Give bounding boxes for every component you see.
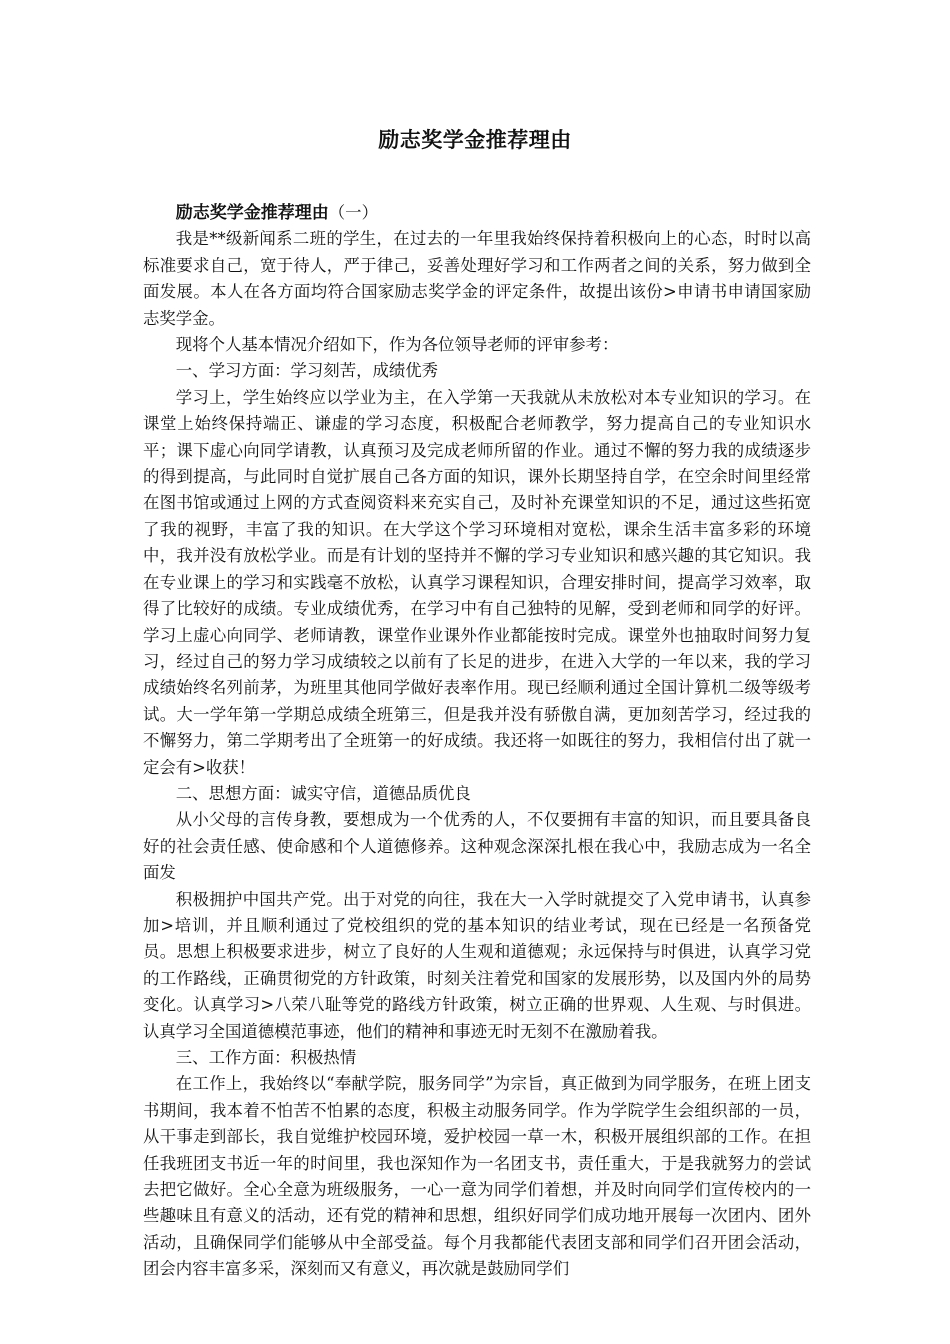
heading-thought: 二、思想方面：诚实守信，道德品质优良 <box>175 783 471 803</box>
paragraph-intro: 我是**级新闻系二班的学生，在过去的一年里我始终保持着积极向上的心态，时时以高标准要求自己，宽于待人，严于律己，妥善处理好学习和工作两者之间的关系，努力做到全面发展。本人在各方面均符合国家励志奖学金的评定条件，故提出该份>申请书申请国家励志奖学金。 <box>143 229 811 328</box>
document-title: 励志奖学金推荐理由 <box>378 127 572 152</box>
section-heading <box>143 200 811 226</box>
heading-study: 一、学习方面：学习刻苦，成绩优秀 <box>175 361 439 381</box>
paragraph-thought-1: 从小父母的言传身教，要想成为一个优秀的人，不仅要拥有丰富的知识，而且要具备良好的社会责任感、使命感和个人道德修养。这种观念深深扎根在我心中，我励志成为一名全面发 <box>143 810 811 883</box>
paragraph-work: 在工作上，我始终以“奉献学院，服务同学”为宗旨，真正做到为同学服务，在班上团支书期间，我本着不怕苦不怕累的态度，积极主动服务同学。作为学院学生会组织部的一员，从干事走到部长，我自觉维护校园环境，爱护校园一草一木，积极开展组织部的工作。在担任我班团支书近一年的时间里，我也深知作为一名团支书，责任重大，于是我就努力的尝试去把它做好。全心全意为班级服务，一心一意为同学们着想，并及时向同学们宣传校内的一些趣味且有意义的活动，还有党的精神和思想，组织好同学们成功地开展每一次团内、团外活动，且确保同学们能够从中全部受益。每个月我都能代表团支部和同学们召开团会活动，团会内容丰富多采，深刻而又有意义，再次就是鼓励同学们 <box>143 1074 811 1279</box>
heading-work: 三、工作方面：积极热情 <box>175 1048 357 1067</box>
paragraph-study: 学习上，学生始终应以学业为主，在入学第一天我就从未放松对本专业知识的学习。在课堂上始终保持端正、谦虚的学习态度，积极配合老师教学，努力提高自己的专业知识水平；课下虚心向同学请教，认真预习及完成老师所留的作业。通过不懈的努力我的成绩逐步的得到提高，与此同时自觉扩展自己各方面的知识，课外长期坚持自学，在空余时间里经常在图书馆或通过上网的方式查阅资料来充实自己，及时补充课堂知识的不足，通过这些拓宽了我的视野，丰富了我的知识。在大学这个学习环境相对宽松，课余生活丰富多彩的环境中，我并没有放松学业。而是有计划的坚持并不懈的学习专业知识和感兴趣的其它知识。我在专业课上的学习和实践毫不放松，认真学习课程知识，合理安排时间，提高学习效率，取得了比较好的成绩。专业成绩优秀，在学习中有自己独特的见解，受到老师和同学的好评。学习上虚心向同学、老师请教，课堂作业课外作业都能按时完成。课堂外也抽取时间努力复习，经过自己的努力学习成绩较之以前有了长足的进步，在进入大学的一年以来，我的学习成绩始终名列前茅，为班里其他同学做好表率作用。现已经顺利通过全国计算机二级等级考试。大一学年第一学期总成绩全班第三，但是我并没有骄傲自满，更加刻苦学习，经过我的不懈努力，第二学期考出了全班第一的好成绩。我还将一如既往的努力，我相信付出了就一定会有>收获！ <box>143 387 811 777</box>
paragraph-overview: 现将个人基本情况介绍如下，作为各位领导老师的评审参考： <box>175 335 619 355</box>
section-heading-suffix: （一） <box>328 203 378 222</box>
document-body <box>143 200 811 1283</box>
section-heading-main: 励志奖学金推荐理由 <box>175 203 329 223</box>
paragraph-thought-2: 积极拥护中国共产党。出于对党的向往，我在大一入学时就提交了入党申请书，认真参加>培训，并且顺利通过了党校组织的党的基本知识的结业考试，现在已经是一名预备党员。思想上积极要求进步，树立了良好的人生观和道德观；永远保持与时俱进，认真学习党的工作路线，正确贯彻党的方针政策，时刻关注着党和国家的发展形势，以及国内外的局势变化。认真学习>八荣八耻等党的路线方针政策，树立正确的世界观、人生观、与时俱进。认真学习全国道德模范事迹，他们的精神和事迹无时无刻不在激励着我。 <box>143 889 811 1041</box>
